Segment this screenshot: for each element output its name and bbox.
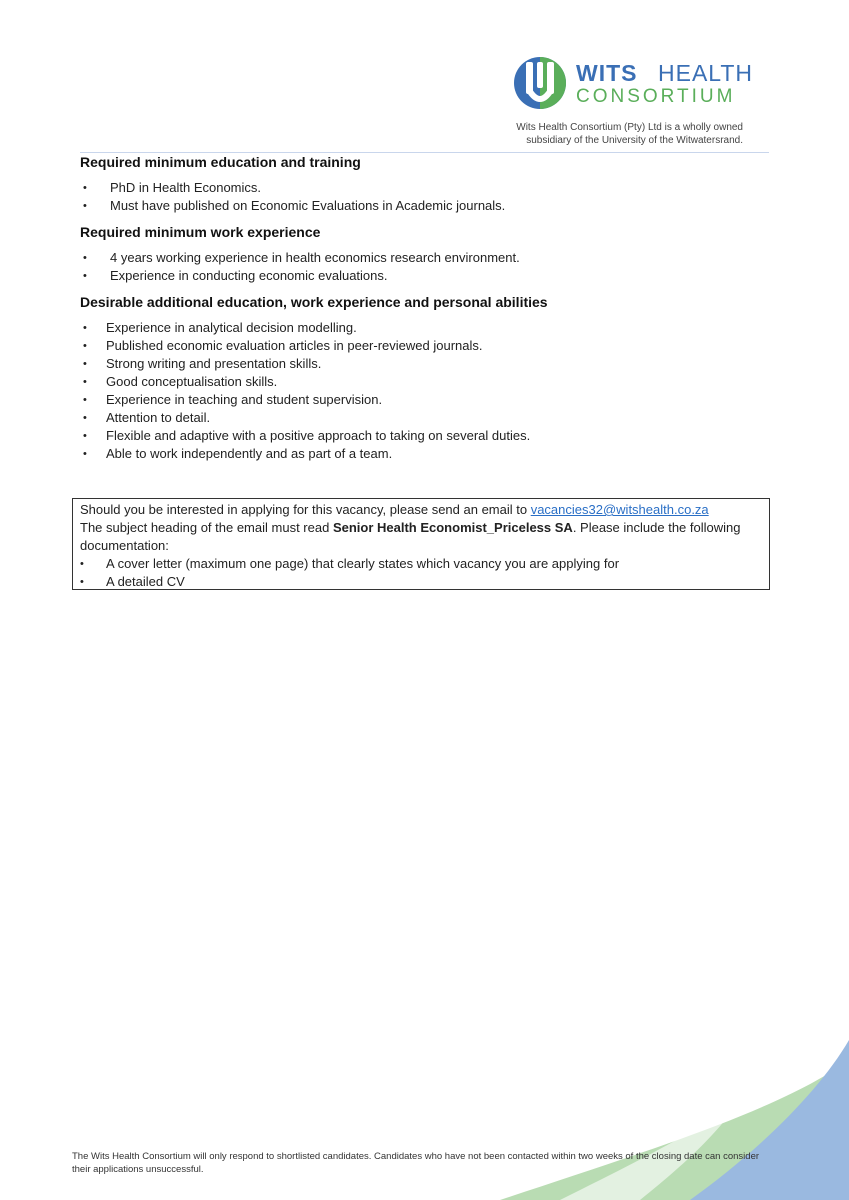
list-item: • Experience in conducting economic evaluations. [83, 268, 388, 283]
application-intro: Should you be interested in applying for this vacancy, please send an email to vacancies32@witshealth.co.za [80, 502, 709, 517]
section-heading: Desirable additional education, work experience and personal abilities [80, 294, 548, 310]
list-item: • Published economic evaluation articles in peer-reviewed journals. [83, 338, 483, 353]
vacancy-email-link[interactable]: vacancies32@witshealth.co.za [530, 502, 709, 517]
list-item: • Good conceptualisation skills. [83, 374, 278, 389]
list-item: • Must have published on Economic Evaluations in Academic journals. [83, 198, 506, 213]
list-item: • Flexible and adaptive with a positive approach to taking on several duties. [83, 428, 531, 443]
list-item: • A cover letter (maximum one page) that clearly states which vacancy you are applying for [80, 556, 620, 571]
section-heading: Required minimum education and training [80, 154, 361, 170]
subsidiary-line-2: subsidiary of the University of the Witwatersrand. [526, 135, 743, 146]
list-item: • Experience in analytical decision modelling. [83, 320, 357, 335]
bullet-icon: • [80, 576, 84, 588]
list-item: • Experience in teaching and student supervision. [83, 392, 383, 407]
section-heading: Required minimum work experience [80, 224, 321, 240]
bullet-icon: • [83, 182, 87, 194]
bullet-icon: • [83, 358, 87, 370]
bullet-icon: • [83, 252, 87, 264]
bullet-icon: • [83, 448, 87, 460]
bullet-icon: • [83, 394, 87, 406]
application-subject: The subject heading of the email must read Senior Health Economist_Priceless SA. Please include the following documentation: [80, 520, 741, 553]
footer-note: The Wits Health Consortium will only respond to shortlisted candidates. Candidates who have not been contacted within two weeks of the closing date can consider their applications unsuccessful. [72, 1151, 760, 1175]
subject-heading: Senior Health Economist_Priceless SA [332, 520, 573, 535]
bullet-icon: • [80, 558, 84, 570]
list-item: • Able to work independently and as part of a team. [83, 446, 393, 461]
bullet-icon: • [83, 270, 87, 282]
bullet-icon: • [83, 340, 87, 352]
subsidiary-line-1: Wits Health Consortium (Pty) Ltd is a wholly owned [516, 122, 743, 133]
list-item: • A detailed CV [80, 574, 185, 589]
logo-word-health: HEALTH [658, 60, 754, 86]
list-item: • Strong writing and presentation skills. [83, 356, 322, 371]
bullet-icon: • [83, 412, 87, 424]
bullet-icon: • [83, 200, 87, 212]
logo-word-wits: WITS [576, 60, 638, 86]
logo-word-consortium: CONSORTIUM [576, 86, 736, 107]
bullet-icon: • [83, 376, 87, 388]
list-item: • Attention to detail. [83, 410, 211, 425]
bullet-icon: • [83, 430, 87, 442]
list-item: • PhD in Health Economics. [83, 180, 262, 195]
list-item: • 4 years working experience in health economics research environment. [83, 250, 520, 265]
bullet-icon: • [83, 322, 87, 334]
